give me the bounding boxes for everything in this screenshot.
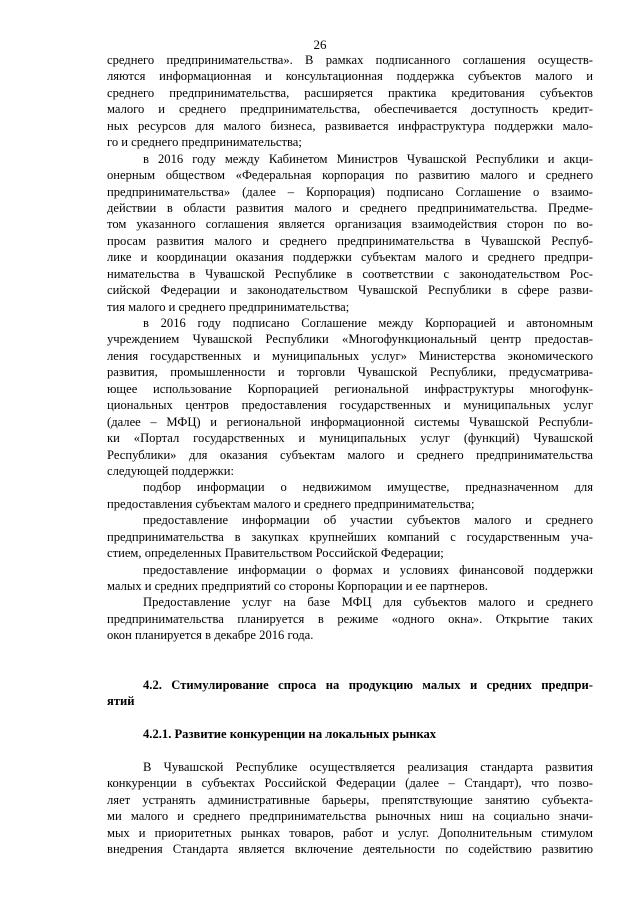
text-line: учреждением Чувашской Республики «Многофункциональный центр предостав- — [107, 332, 593, 347]
text-line: окон планируется в декабре 2016 года. — [107, 628, 314, 643]
text-line: предпринимательства» (далее – Корпорация) подписано Соглашение о взаимо- — [107, 184, 593, 199]
text-line: конкуренции в субъектах Российской Федерации (далее – Стандарт), что позво- — [107, 776, 593, 791]
text-line: том указанного соглашения является организация взаимодействия сторон по во- — [107, 217, 593, 232]
text-line: го и среднего предпринимательства; — [107, 135, 302, 150]
text-line: ющее использование Корпорацией региональной инфраструктуры многофунк- — [107, 381, 593, 396]
blank-line — [107, 710, 593, 726]
text-line: ления государственных и муниципальных услуг» Министерства экономического — [107, 348, 593, 363]
text-line: стием, определенных Правительством Российской Федерации; — [107, 546, 444, 561]
text-line: циональных центров предоставления государственных и муниципальных услуг — [107, 398, 593, 413]
text-line: сийской Федерации и законодательством Чувашской Республики в сфере разви- — [107, 283, 593, 298]
text-line: тия малого и среднего предпринимательства; — [107, 299, 350, 314]
text-line: ных ресурсов для малого бизнеса, развивается инфраструктура поддержки мало- — [107, 118, 593, 133]
text-line: внедрения Стандарта является включение деятельности по содействию развитию — [107, 842, 593, 856]
text-line: ми малого и среднего предпринимательства рыночных ниш на социально значи- — [107, 809, 593, 824]
text-line: Предоставление услуг на базе МФЦ для субъектов малого и среднего — [143, 595, 593, 610]
text-line: развития, промышленности и торговли Чувашской Республики, предусматрива- — [107, 365, 593, 380]
text-line: среднего предпринимательства». В рамках подписанного соглашения осуществ- — [107, 53, 593, 67]
text-line: ляет устранять административные барьеры, препятствующие занятию субъекта- — [107, 792, 593, 807]
text-line: лике и координации оказания поддержки субъектам малого и среднего предпри- — [107, 250, 593, 265]
text-line: подбор информации о недвижимом имуществе, предназначенном для — [143, 480, 593, 495]
text-line: ляются информационная и консультационная поддержка субъектов малого и — [107, 69, 593, 84]
text-line: мых и приоритетных рынках товаров, работ и услуг. Дополнительным стимулом — [107, 825, 593, 840]
text-line: просам развития малого и среднего предпринимательства в Чувашской Респуб- — [107, 233, 593, 248]
text-line: среднего предпринимательства, расширяется практика кредитования субъектов — [107, 85, 593, 100]
text-line: Республики» для оказания субъектам малого и среднего предпринимательства — [107, 447, 593, 462]
blank-line — [107, 742, 593, 758]
text-line: малых и средних предприятий со стороны Корпорации и ее партнеров. — [107, 579, 488, 593]
heading-line: 4.2. Стимулирование спроса на продукцию малых и средних предпри- — [143, 677, 593, 692]
text-line: (далее – МФЦ) и региональной информационной системы Чувашской Республи- — [107, 414, 593, 429]
text-line: нимательства в Чувашской Республике в соответствии с законодательством Рос- — [107, 266, 593, 281]
text-line: В Чувашской Республике осуществляется реализация стандарта развития — [143, 759, 593, 774]
text-line: предпринимательства планируется в режиме «одного окна». Открытие таких — [107, 611, 593, 626]
heading-line: ятий — [107, 694, 135, 709]
document-body — [107, 52, 593, 857]
blank-line — [107, 660, 593, 676]
text-line: в 2016 году подписано Соглашение между Корпорацией и автономным — [143, 316, 593, 330]
blank-line — [107, 644, 593, 660]
text-line: малого и среднего предпринимательства, обеспечивается доступность кредит- — [107, 102, 593, 117]
text-line: онерным обществом «Федеральная корпорация по развитию малого и среднего — [107, 168, 593, 183]
text-line: в 2016 году между Кабинетом Министров Чувашской Республики и акци- — [143, 151, 593, 166]
text-line: предпринимательства в закупках крупнейших компаний с государственным уча- — [107, 529, 593, 544]
text-line: действии в области развития малого и среднего предпринимательства. Предме- — [107, 200, 593, 215]
text-line: предоставление информации об участии субъектов малого и среднего — [143, 513, 593, 528]
text-line: ки «Портал государственных и муниципальных услуг (функций) Чувашской — [107, 431, 593, 446]
text-line: следующей поддержки: — [107, 463, 235, 478]
heading-line: 4.2.1. Развитие конкуренции на локальных рынках — [143, 726, 437, 741]
text-line: предоставление информации о формах и условиях финансовой поддержки — [143, 562, 593, 577]
text-line: предоставления субъектам малого и среднего предпринимательства; — [107, 496, 475, 511]
page-number: 26 — [313, 37, 327, 52]
